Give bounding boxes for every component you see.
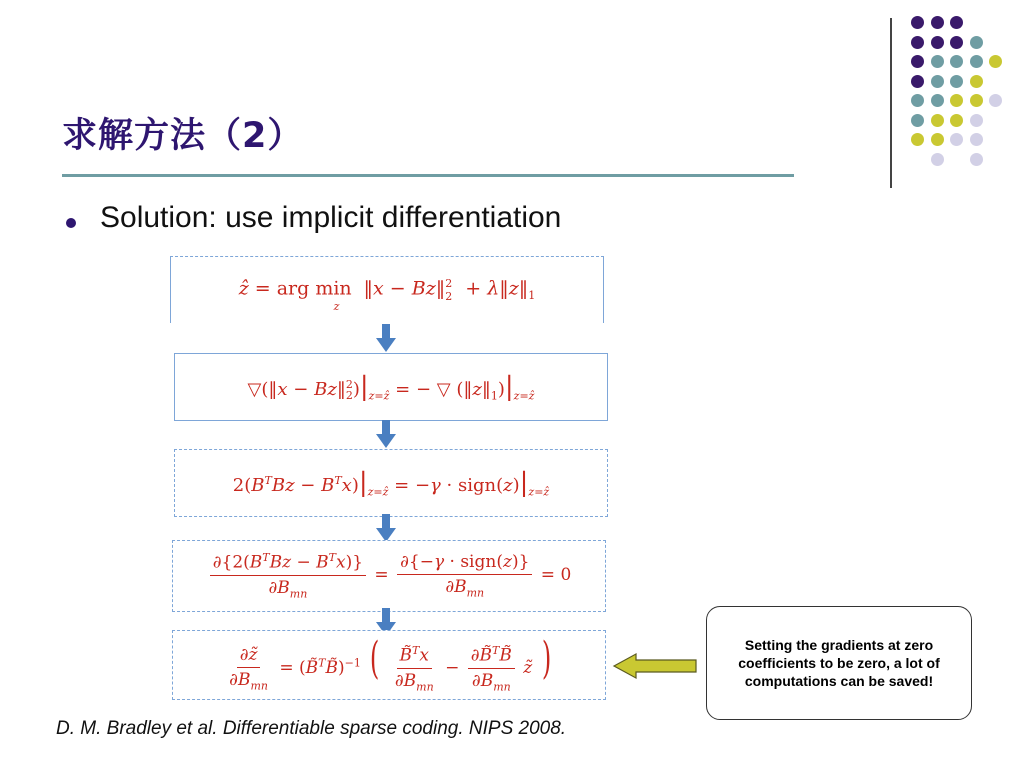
callout-box: [706, 606, 972, 720]
decorative-dot: [931, 94, 944, 107]
equation-box-1: [170, 256, 604, 323]
equation-4-text: $\frac{\partial\{2(B^TBz - B^Tx)\}}{\partial B_{mn}}$ = $\frac{\text{∂\{−γ · sign(z)\}}}{\partial B_{mn}}$ = 0: [207, 551, 572, 600]
decorative-dot: [950, 114, 963, 127]
equation-5-text: $\frac{\partial z̃}{\partial B_{mn}}$ = (B̃$^T$B̃)$^{-1}$ ( $\frac{B̃^Tx}{\partial B_{mn}}$ − $\frac{\partial B̃^TB̃}{\partial B_{mn}}$ z̃ ): [229, 632, 551, 694]
equation-1: [171, 257, 603, 323]
left-arrow-icon: [612, 652, 700, 680]
equation-5: [173, 631, 605, 699]
equation-box-3: [174, 449, 608, 517]
equation-2-text: ▽(‖x − $Bz‖^2_2)|_{z=ẑ}$ = − ▽ $(‖z‖_1)|_{z=ẑ}$: [247, 371, 535, 403]
decorative-dot: [950, 75, 963, 88]
equation-1-text: ẑ = arg $\min_z$ ‖x − Bz‖$^2_2$ + $\lambda‖z‖_1$: [238, 277, 536, 313]
decorative-dot: [911, 94, 924, 107]
decorative-dot: [970, 133, 983, 146]
decorative-dot: [931, 75, 944, 88]
equation-4: [173, 541, 605, 611]
equation-2: [175, 354, 607, 420]
decorative-dot: [911, 16, 924, 29]
decorative-dot: [989, 94, 1002, 107]
decorative-dot: [970, 153, 983, 166]
decorative-dot: [931, 133, 944, 146]
decorative-dot: [950, 133, 963, 146]
down-arrow-icon: [376, 420, 396, 450]
decorative-dot: [970, 75, 983, 88]
equation-3-text: $2(B^TBz - B^Tx)|_{z=ẑ} = -\gamma$ · $sign(z)|_{z=ẑ}$: [232, 467, 550, 499]
decorative-vertical-line: [890, 18, 892, 188]
equation-box-5: [172, 630, 606, 700]
decorative-dot: [911, 114, 924, 127]
decorative-dot: [931, 36, 944, 49]
down-arrow-icon: [376, 324, 396, 354]
bullet-text: Solution: use implicit differentiation: [100, 201, 562, 234]
decorative-dot: [911, 75, 924, 88]
decorative-dot: [970, 114, 983, 127]
decorative-dot: [950, 55, 963, 68]
callout-text: Setting the gradients at zero coefficients to be zero, a lot of computations can be saved!: [738, 637, 940, 689]
decorative-dot: [950, 16, 963, 29]
decorative-dot: [931, 153, 944, 166]
decorative-dot: [970, 94, 983, 107]
equation-3: [175, 450, 607, 516]
decorative-dot: [970, 55, 983, 68]
decorative-dot: [950, 94, 963, 107]
decorative-dot: [989, 55, 1002, 68]
decorative-dot: [911, 55, 924, 68]
title-underline: [62, 174, 794, 177]
citation: D. M. Bradley et al. Differentiable sparse coding. NIPS 2008.: [56, 718, 567, 739]
decorative-dot: [950, 36, 963, 49]
decorative-dot: [931, 114, 944, 127]
slide-title: 求解方法（2）: [62, 116, 304, 156]
bullet-icon: [66, 218, 76, 228]
decorative-dot: [911, 36, 924, 49]
decorative-dot: [931, 55, 944, 68]
equation-box-4: [172, 540, 606, 612]
decorative-dot: [970, 36, 983, 49]
equation-box-2: [174, 353, 608, 421]
decorative-dot: [931, 16, 944, 29]
decorative-dot: [911, 133, 924, 146]
